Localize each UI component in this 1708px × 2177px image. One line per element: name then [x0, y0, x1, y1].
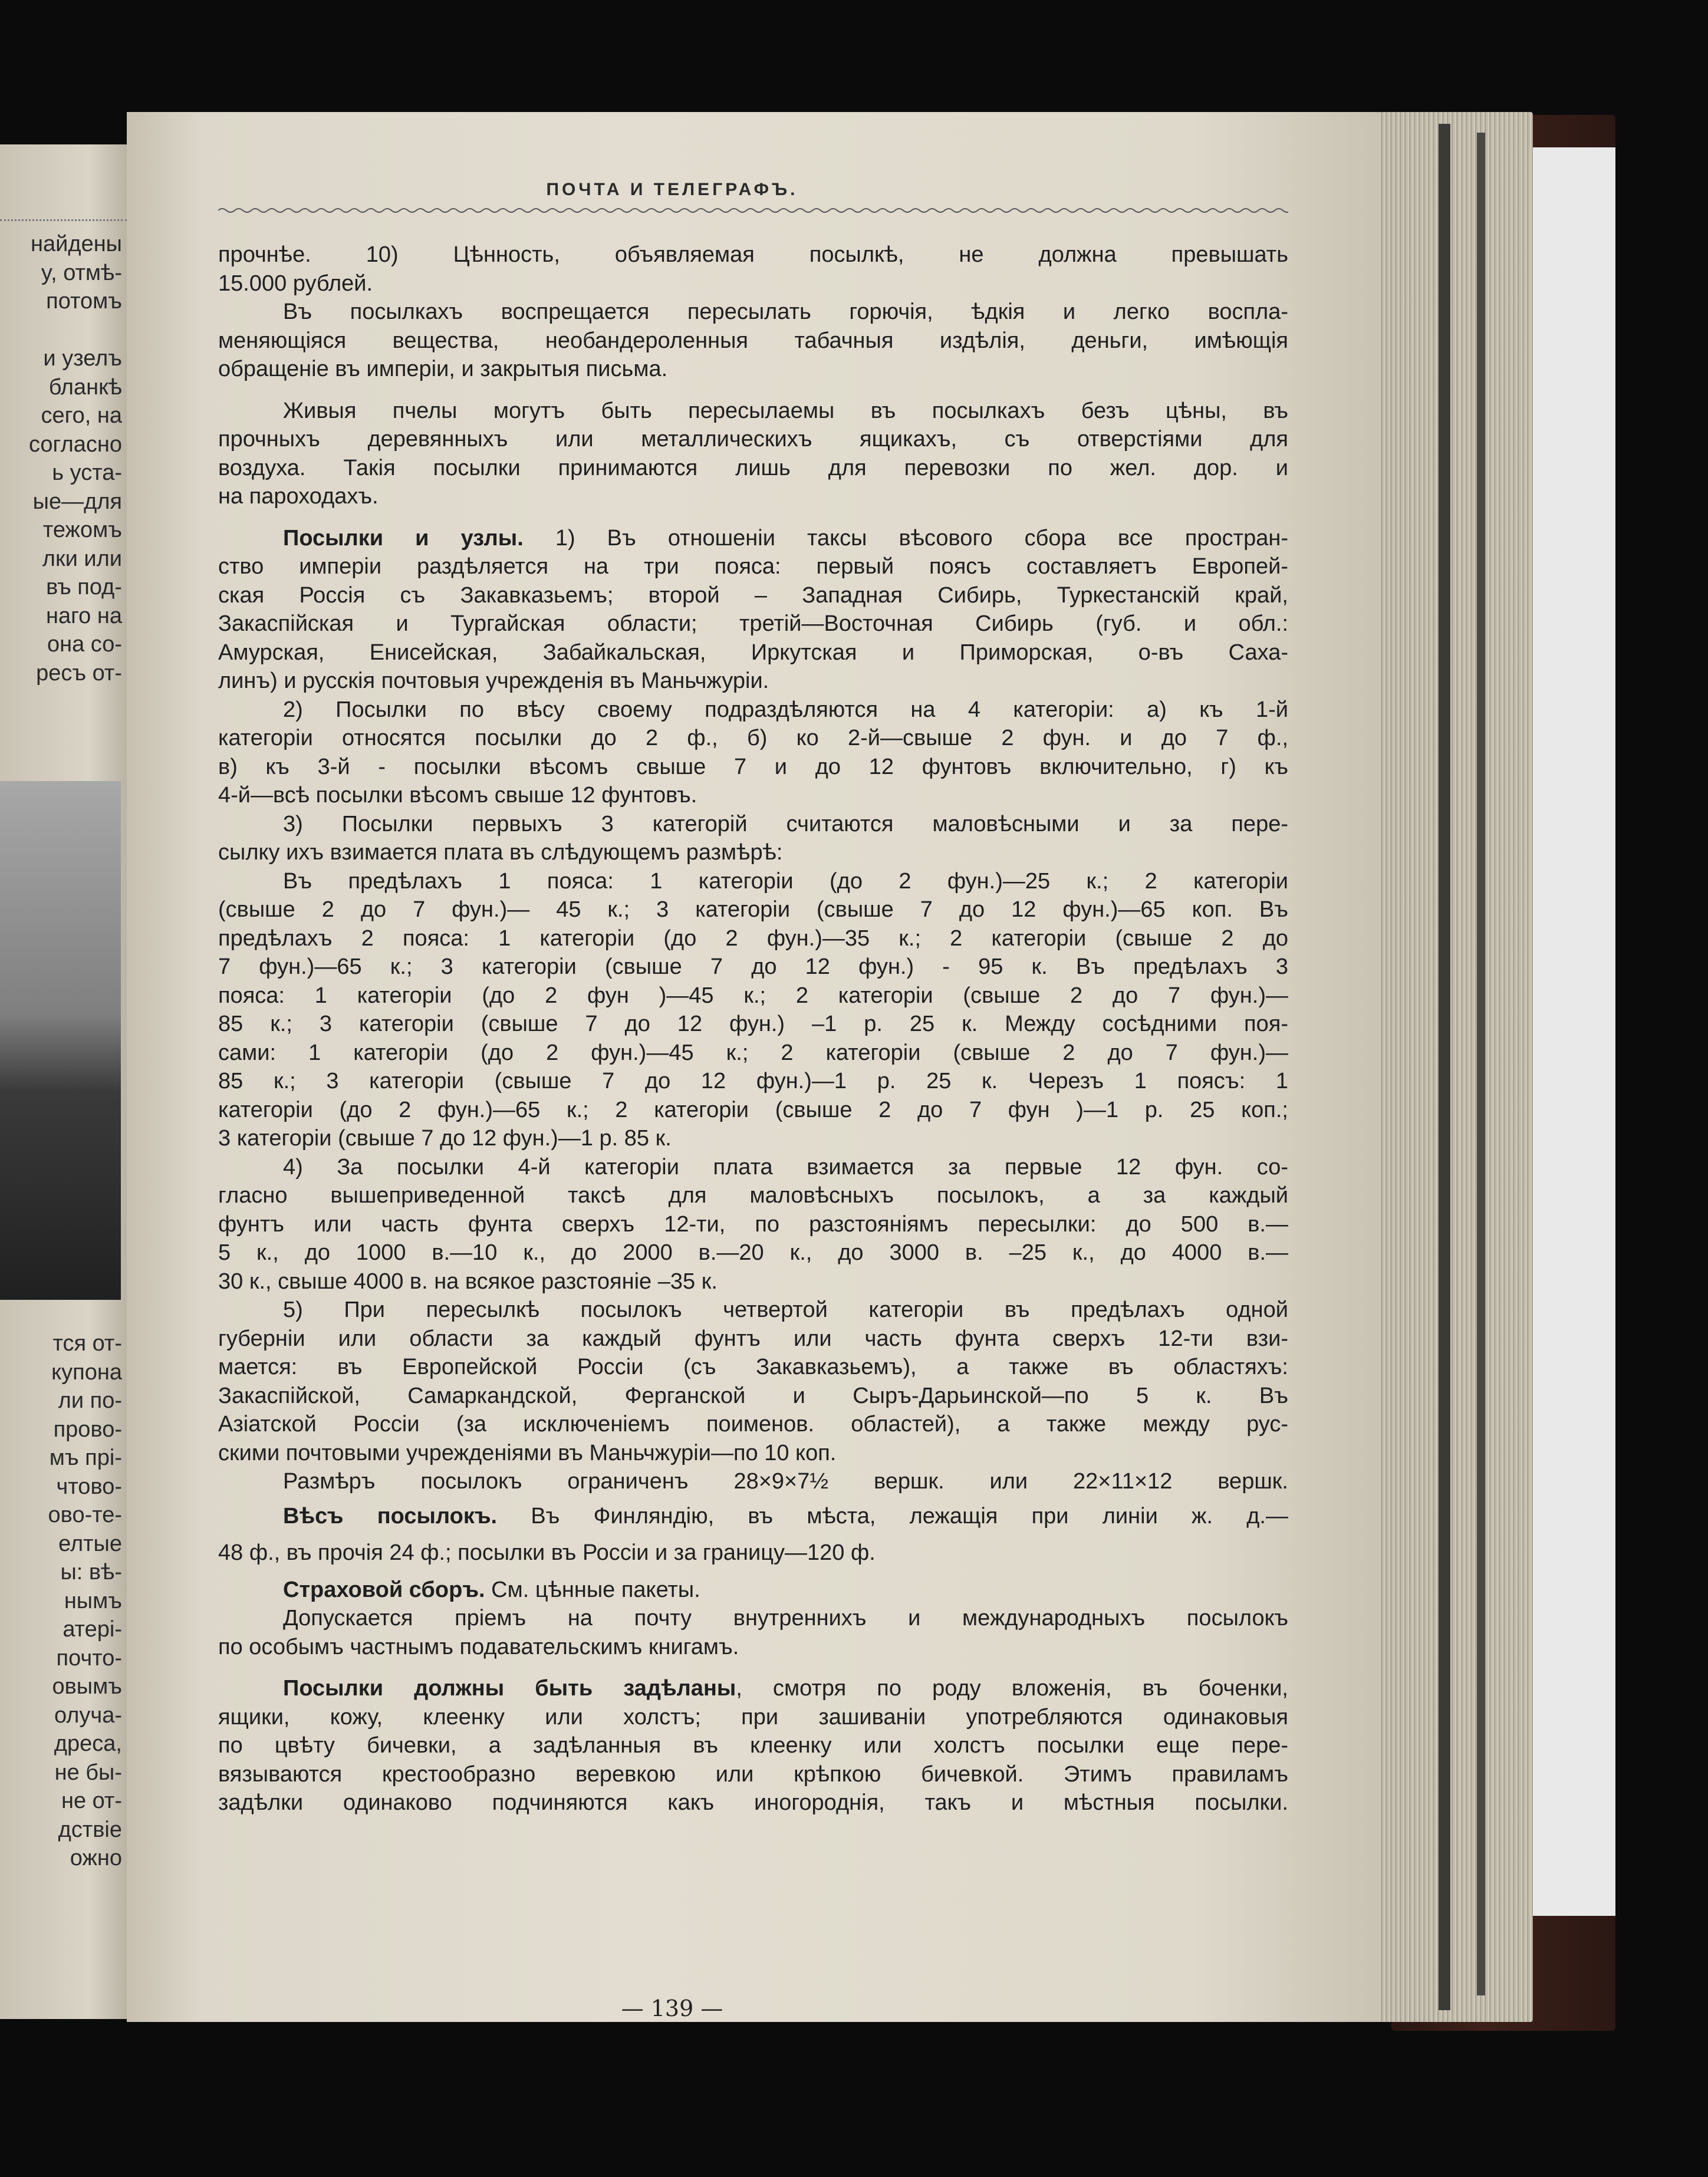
left-page-line: мъ прі-	[49, 1445, 122, 1470]
paragraph-light-parcels	[218, 810, 1288, 867]
text-line: фунтъ или часть фунта сверхъ 12-ти, по разстояніямъ пересылки: до 500 в.—	[218, 1211, 1288, 1237]
text-line: Живыя пчелы могутъ быть пересылаемы въ посылкахъ безъ цѣны, въ	[283, 398, 1288, 423]
text-line: 5) При пересылкѣ посылокъ четвертой категоріи въ предѣлахъ одной	[283, 1297, 1288, 1322]
text-line: Посылки должны быть задѣланы, смотря по роду вложенія, въ боченки,	[283, 1676, 1288, 1701]
text-line: 85 к.; 3 категоріи (свыше 7 до 12 фун.) –1 р. 25 к. Между сосѣдними поя-	[218, 1012, 1288, 1036]
left-page-line: и узелъ	[43, 346, 122, 371]
paragraph-heavy-parcels	[218, 1153, 1288, 1296]
text-line: сами: 1 категоріи (до 2 фун.)—45 к.; 2 категоріи (свыше 2 до 7 фун.)—	[218, 1040, 1288, 1065]
text-line: ящики, кожу, клеенку или холстъ; при зашиваніи употребляются одинаковыя	[218, 1704, 1288, 1730]
text-line: на пароходахъ.	[218, 484, 379, 509]
section-heading: Страховой сборъ.	[283, 1577, 485, 1602]
left-page-line: ы: вѣ-	[60, 1560, 122, 1585]
left-page-lower-text	[0, 1329, 127, 1873]
text-line: 30 к., свыше 4000 в. на всякое разстояніе –35 к.	[218, 1269, 718, 1294]
text-line: 4-й—всѣ посылки вѣсомъ свыше 12 фунтовъ.	[218, 783, 697, 808]
text-line: Въ предѣлахъ 1 пояса: 1 категоріи (до 2 фун.)—25 к.; 2 категоріи	[283, 868, 1288, 894]
left-page-line: ожно	[70, 1846, 122, 1870]
left-page-upper-text	[0, 230, 127, 687]
text-line: вязываются крестообразно веревкою или крѣпкою бичевкой. Этимъ правиламъ	[218, 1761, 1288, 1787]
left-page-line: тся от-	[52, 1331, 122, 1356]
text-line: категоріи относятся посылки до 2 ф., б) ко 2-й—свыше 2 фун. и до 7 ф.,	[218, 726, 1288, 750]
page-edge-band	[1439, 124, 1450, 2010]
left-page-line: тежомъ	[42, 518, 122, 542]
left-page-line: ь уста-	[52, 460, 122, 485]
text-line: скими почтовыми учрежденіями въ Маньчжуріи—по 10 коп.	[218, 1440, 837, 1465]
left-page-line: ли по-	[58, 1388, 122, 1413]
text-line: ская Россія съ Закавказьемъ; второй – Западная Сибирь, Туркестанскій край,	[218, 582, 1288, 608]
text-line: гласно вышеприведенной таксѣ для маловѣсныхъ посылокъ, а за каждый	[218, 1183, 1288, 1208]
text-line: 15.000 рублей.	[218, 271, 373, 296]
paragraph-value-limit	[218, 241, 1288, 298]
left-page-line: согласно	[28, 432, 122, 457]
text-line: 85 к.; 3 категоріи (свыше 7 до 12 фун.)—1 р. 25 к. Черезъ 1 поясъ: 1	[218, 1069, 1288, 1094]
paragraph-parcels-zones	[218, 524, 1288, 696]
paragraph-bees	[218, 397, 1288, 511]
text-line: Допускается пріемъ на почту внутреннихъ и международныхъ посылокъ	[283, 1606, 1288, 1631]
left-page-line: y, отмѣ-	[41, 260, 122, 285]
text-line: пояса: 1 категоріи (до 2 фун )—45 к.; 2 категоріи (свыше 2 до 7 фун.)—	[218, 983, 1288, 1008]
left-page-line: ые—для	[32, 489, 122, 514]
left-page-line: овымъ	[52, 1674, 122, 1699]
left-page-line: олуча-	[54, 1702, 122, 1728]
text-line: ство имперіи раздѣляется на три пояса: первый поясъ составляетъ Европей-	[218, 554, 1288, 579]
text-line: Въ посылкахъ воспрещается пересылать горючія, ѣдкія и легко воспла-	[283, 299, 1288, 324]
running-title: ПОЧТА И ТЕЛЕГРАФЪ.	[546, 180, 798, 199]
page-body	[218, 241, 1288, 1817]
paragraph-size-limit	[218, 1467, 1288, 1496]
text-line: 2) Посылки по вѣсу своему подраздѣляются на 4 категоріи: а) къ 1-й	[283, 697, 1288, 722]
text-line: губерніи или области за каждый фунтъ или часть фунта сверхъ 12-ти взи-	[218, 1326, 1288, 1351]
left-page-line: купона	[51, 1359, 122, 1385]
text-line: мается: въ Европейской Россіи (съ Закавказьемъ), а также въ областяхъ:	[218, 1355, 1288, 1379]
text-line: 3 категоріи (свыше 7 до 12 фун.)—1 р. 85 к.	[218, 1126, 672, 1151]
section-heading: Вѣсъ посылокъ.	[283, 1503, 498, 1529]
left-page-line: ресъ от-	[36, 660, 122, 686]
paragraph-books	[218, 1604, 1288, 1661]
left-page-line: не бы-	[54, 1760, 122, 1785]
left-page-line: въ под-	[46, 575, 122, 600]
paragraph-categories	[218, 696, 1288, 810]
text-line: линъ) и русскія почтовыя учрежденія въ Маньчжуріи.	[218, 668, 769, 693]
text-line: меняющіяся вещества, необандероленныя табачныя издѣлія, деньги, имѣющія	[218, 328, 1288, 353]
text-line: Закаспійской, Самаркандской, Ферганской и Сыръ-Дарьинской—по 5 к. Въ	[218, 1383, 1288, 1408]
left-page-line: дствіе	[58, 1817, 122, 1842]
text-line: Закаспійская и Тургайская области; третій—Восточная Сибирь (губ. и обл.:	[218, 611, 1288, 636]
left-page-line: дреса,	[54, 1731, 122, 1756]
section-heading: Посылки и узлы.	[283, 525, 524, 551]
paragraph-zone-rates	[218, 867, 1288, 1153]
background-card	[1527, 147, 1615, 1916]
paragraph-insurance	[218, 1576, 1288, 1605]
left-page-line: прово-	[53, 1417, 122, 1442]
text-line: Размѣръ посылокъ ограниченъ 28×9×7½ вершк. или 22×11×12 вершк.	[283, 1469, 1288, 1494]
left-page-line: ово-те-	[48, 1503, 122, 1527]
left-page-line: почто-	[56, 1645, 122, 1671]
left-page-line: наго на	[46, 603, 122, 628]
left-page-line: найдены	[31, 232, 122, 256]
text-line: 3) Посылки первыхъ 3 категорій считаются маловѣсными и за пере-	[283, 811, 1288, 836]
text-line: 4) За посылки 4-й категоріи плата взимается за первые 12 фун. со-	[283, 1154, 1288, 1180]
section-heading: Посылки должны быть задѣланы	[283, 1676, 736, 1701]
paragraph-packing	[218, 1674, 1288, 1817]
text-line: в) къ 3-й - посылки вѣсомъ свыше 7 и до 12 фунтовъ включительно, г) къ	[218, 754, 1288, 779]
header-wavy-rule	[218, 203, 1288, 218]
text-line: Страховой сборъ. См. цѣнные пакеты.	[283, 1577, 700, 1602]
text-line: обращеніе въ имперіи, и закрытыя письма.	[218, 357, 668, 381]
left-page-line: бланкѣ	[48, 374, 122, 400]
left-page-line: атері-	[62, 1617, 122, 1642]
text-line: Азіатской Россіи (за исключеніемъ поименов. областей), а также между рус-	[218, 1412, 1288, 1437]
text-line: прочныхъ деревянныхъ или металлическихъ ящикахъ, съ отверстіями для	[218, 427, 1288, 452]
left-page-line: сего, на	[41, 403, 122, 428]
text-line: по цвѣту бичевки, а задѣланныя въ клеенку или холстъ посылки еще пере-	[218, 1733, 1288, 1758]
page-edges	[1374, 112, 1533, 2022]
text-line: (свыше 2 до 7 фун.)— 45 к.; 3 категоріи (свыше 7 до 12 фун.)—65 коп. Въ	[218, 897, 1288, 922]
text-line: 48 ф., въ прочія 24 ф.; посылки въ Россіи и за границу—120 ф.	[218, 1540, 876, 1565]
text-line: по особымъ частнымъ подавательскимъ книгамъ.	[218, 1634, 739, 1659]
text-line: воздуха. Такія посылки принимаются лишь для перевозки по жел. дор. и	[218, 455, 1288, 480]
text-line: прочнѣе. 10) Цѣнность, объявляемая посылкѣ, не должна превышать	[218, 242, 1288, 267]
paragraph-prohibited	[218, 298, 1288, 384]
text-line: задѣлки одинаково подчиняются какъ иногороднія, такъ и мѣстныя посылки.	[218, 1790, 1288, 1815]
text-line: категоріи (до 2 фун.)—65 к.; 2 категоріи (свыше 2 до 7 фун )—1 р. 25 коп.;	[218, 1097, 1288, 1122]
left-page-line: она со-	[47, 632, 122, 657]
text-line: 5 к., до 1000 в.—10 к., до 2000 в.—20 к., до 3000 в. –25 к., до 4000 в.—	[218, 1240, 1288, 1265]
left-page	[0, 144, 127, 2019]
text-line: Вѣсъ посылокъ. Въ Финляндію, въ мѣста, лежащія при линіи ж. д.—	[283, 1503, 1288, 1529]
paragraph-weight	[218, 1502, 1288, 1567]
left-page-line: елтые	[58, 1531, 122, 1556]
left-page-line: не от-	[61, 1789, 122, 1813]
text-line: 7 фун.)—65 к.; 3 категоріи (свыше 7 до 12 фун.) - 95 к. Въ предѣлахъ 3	[218, 954, 1288, 979]
left-page-line	[0, 316, 127, 345]
text-line: предѣлахъ 2 пояса: 1 категоріи (до 2 фун.)—35 к.; 2 категоріи (свыше 2 до	[218, 926, 1288, 951]
paragraph-local-heavy	[218, 1296, 1288, 1467]
left-page-rule	[0, 212, 127, 221]
page-number: — 139 —	[621, 1995, 723, 2021]
text-line: Посылки и узлы. 1) Въ отношеніи таксы вѣсового сбора все простран-	[283, 525, 1288, 551]
left-page-photo	[0, 781, 121, 1300]
text-line: Амурская, Енисейская, Забайкальская, Иркутская и Приморская, о-въ Саха-	[218, 640, 1288, 665]
page-edge-band	[1477, 133, 1485, 1995]
left-page-line: потомъ	[46, 289, 122, 314]
left-page-line: лки или	[42, 546, 122, 571]
left-page-line: чтово-	[56, 1474, 122, 1499]
text-line: сылку ихъ взимается плата въ слѣдующемъ размѣрѣ:	[218, 840, 783, 865]
left-page-line: нымъ	[64, 1588, 122, 1613]
